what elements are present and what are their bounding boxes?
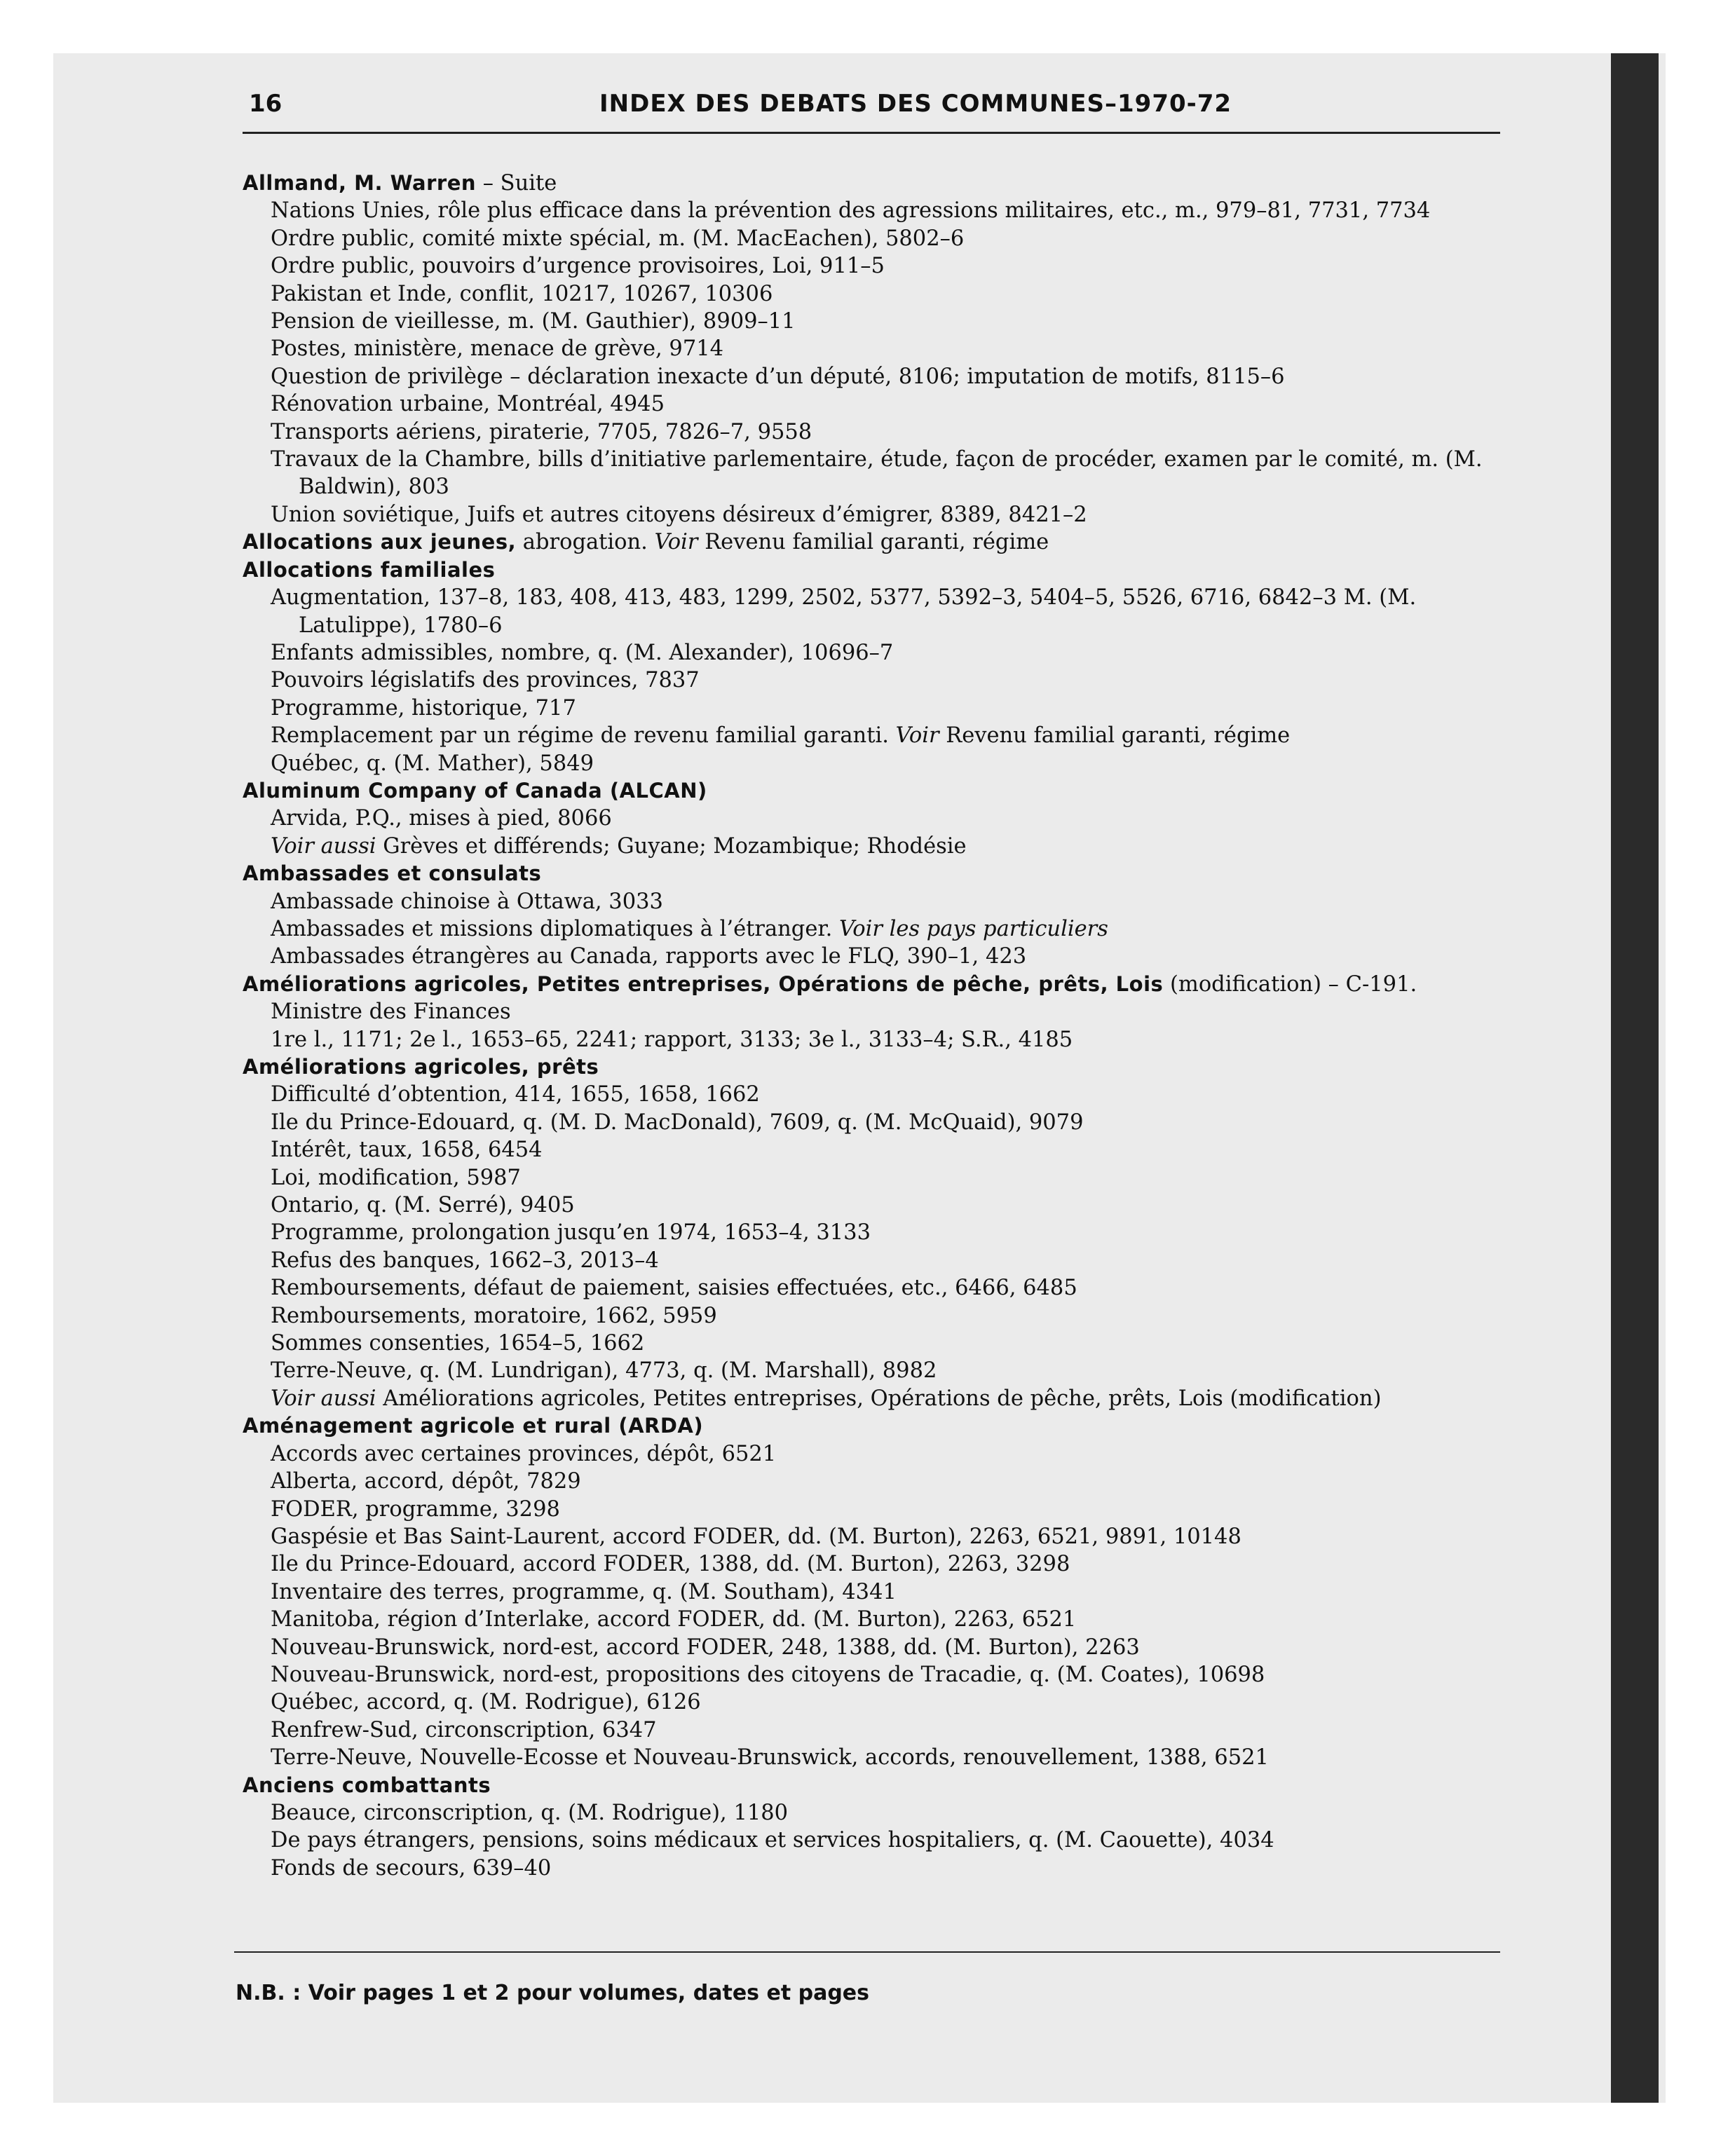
subentry-text: Remplacement par un régime de revenu familial garanti. bbox=[271, 723, 896, 749]
subentry-text: Inventaire des terres, programme, q. (M. Southam), 4341 bbox=[271, 1579, 897, 1604]
page-title: INDEX DES DEBATS DES COMMUNES–1970-72 bbox=[599, 90, 1232, 118]
entry-heading bbox=[243, 528, 1504, 556]
subentry bbox=[243, 1496, 1504, 1523]
subentry bbox=[243, 225, 1504, 252]
subentry bbox=[243, 943, 1504, 970]
subentry-text: Ambassade chinoise à Ottawa, 3033 bbox=[271, 889, 663, 914]
subentry bbox=[243, 1827, 1504, 1854]
subentry bbox=[243, 335, 1504, 362]
subentry bbox=[243, 1081, 1504, 1108]
subentry-text: Question de privilège – déclaration inexacte d’un député, 8106; imputation de motifs, 8115–6 bbox=[271, 364, 1285, 389]
subentry bbox=[243, 308, 1504, 335]
heading-text: Ambassades et consulats bbox=[243, 861, 542, 886]
entry-heading bbox=[243, 777, 1504, 805]
heading-text: Allocations familiales bbox=[243, 557, 496, 582]
subentry bbox=[243, 1192, 1504, 1219]
heading-tail: – Suite bbox=[476, 171, 557, 196]
subentry-text: Ontario, q. (M. Serré), 9405 bbox=[271, 1193, 575, 1218]
subentry bbox=[243, 722, 1504, 749]
subentry-text: Revenu familial garanti, régime bbox=[939, 723, 1291, 749]
subentry-text: Accords avec certaines provinces, dépôt, 6521 bbox=[271, 1441, 777, 1466]
subentry bbox=[243, 833, 1504, 860]
subentry bbox=[243, 446, 1504, 501]
entry-heading bbox=[243, 1053, 1504, 1081]
heading-text: Allmand, M. Warren bbox=[243, 171, 477, 195]
subentry-text: Pouvoirs législatifs des provinces, 7837 bbox=[271, 668, 700, 693]
subentry-text: Rénovation urbaine, Montréal, 4945 bbox=[271, 392, 665, 417]
subentry bbox=[243, 1688, 1504, 1716]
subentry bbox=[243, 639, 1504, 667]
subentry bbox=[243, 390, 1504, 418]
subentry-text: Terre-Neuve, q. (M. Lundrigan), 4773, q. (M. Marshall), 8982 bbox=[271, 1358, 937, 1384]
subentry bbox=[243, 750, 1504, 777]
entry-heading bbox=[243, 170, 1504, 197]
subentry bbox=[243, 998, 1504, 1025]
subentry bbox=[243, 1799, 1504, 1827]
subentry-text: Loi, modification, 5987 bbox=[271, 1165, 521, 1190]
index-entry bbox=[243, 1772, 1504, 1883]
subentry-text: Ambassades et missions diplomatiques à l’étranger. bbox=[271, 916, 839, 941]
index-entry bbox=[243, 971, 1504, 1053]
subentry bbox=[243, 1744, 1504, 1771]
subentry-text: Renfrew-Sud, circonscription, 6347 bbox=[271, 1717, 657, 1742]
subentry-text: Pension de vieillesse, m. (M. Gauthier), 8909–11 bbox=[271, 309, 796, 334]
subentry-text: Améliorations agricoles, Petites entreprises, Opérations de pêche, prêts, Lois (modification) bbox=[376, 1386, 1382, 1411]
index-entry bbox=[243, 860, 1504, 971]
subentry bbox=[243, 1385, 1504, 1412]
subentry bbox=[243, 197, 1504, 224]
subentry-text: Nouveau-Brunswick, nord-est, propositions des citoyens de Tracadie, q. (M. Coates), 10698 bbox=[271, 1662, 1265, 1687]
heading-text: Aluminum Company of Canada (ALCAN) bbox=[243, 778, 707, 803]
voir-reference: Voir aussi bbox=[271, 1386, 376, 1411]
subentry bbox=[243, 1164, 1504, 1192]
subentry bbox=[243, 695, 1504, 722]
subentry-text: Alberta, accord, dépôt, 7829 bbox=[271, 1469, 581, 1494]
subentry-text: Ordre public, pouvoirs d’urgence provisoires, Loi, 911–5 bbox=[271, 254, 885, 279]
subentry bbox=[243, 584, 1504, 639]
page-number: 16 bbox=[249, 90, 283, 118]
voir-reference: Voir bbox=[654, 530, 698, 555]
subentry-text: Postes, ministère, menace de grève, 9714 bbox=[271, 336, 724, 362]
subentry-text: Ministre des Finances bbox=[271, 999, 511, 1025]
subentry-text: Terre-Neuve, Nouvelle-Ecosse et Nouveau-Brunswick, accords, renouvellement, 1388, 6521 bbox=[271, 1745, 1269, 1770]
subentry-text: Ambassades étrangères au Canada, rapports avec le FLQ, 390–1, 423 bbox=[271, 944, 1027, 969]
index-entry bbox=[243, 528, 1504, 556]
index-entries bbox=[243, 170, 1504, 1882]
heading-text: Anciens combattants bbox=[243, 1773, 491, 1797]
subentry bbox=[243, 1357, 1504, 1384]
voir-reference: Voir les pays particuliers bbox=[839, 916, 1108, 941]
subentry-text: Manitoba, région d’Interlake, accord FODER, dd. (M. Burton), 2263, 6521 bbox=[271, 1607, 1077, 1632]
subentry-text: Remboursements, défaut de paiement, saisies effectuées, etc., 6466, 6485 bbox=[271, 1276, 1077, 1301]
entry-heading bbox=[243, 1772, 1504, 1799]
subentry-text: Augmentation, 137–8, 183, 408, 413, 483, 1299, 2502, 5377, 5392–3, 5404–5, 5526, 6716, 6842–3 M. (M. Latulippe), 1780–6 bbox=[271, 585, 1417, 638]
subentry-text: Nouveau-Brunswick, nord-est, accord FODER, 248, 1388, dd. (M. Burton), 2263 bbox=[271, 1635, 1140, 1660]
subentry-text: De pays étrangers, pensions, soins médicaux et services hospitaliers, q. (M. Caouette), 4034 bbox=[271, 1828, 1274, 1853]
subentry bbox=[243, 280, 1504, 308]
subentry-text: Nations Unies, rôle plus efficace dans la prévention des agressions militaires, etc., m., 979–81, 7731, 7734 bbox=[271, 198, 1431, 224]
index-entry bbox=[243, 777, 1504, 860]
subentry bbox=[243, 1578, 1504, 1606]
subentry bbox=[243, 1440, 1504, 1468]
subentry bbox=[243, 1274, 1504, 1302]
entry-heading bbox=[243, 1412, 1504, 1440]
subentry-text: Québec, q. (M. Mather), 5849 bbox=[271, 751, 594, 776]
subentry-text: Québec, accord, q. (M. Rodrigue), 6126 bbox=[271, 1690, 701, 1715]
subentry-text: 1re l., 1171; 2e l., 1653–65, 2241; rapport, 3133; 3e l., 3133–4; S.R., 4185 bbox=[271, 1027, 1073, 1052]
subentry-text: Grèves et différends; Guyane; Mozambique; Rhodésie bbox=[376, 833, 967, 859]
heading-tail: (modification) – C-191. bbox=[1163, 971, 1417, 997]
voir-reference: Voir aussi bbox=[271, 833, 376, 859]
subentry bbox=[243, 418, 1504, 446]
voir-reference: Voir bbox=[895, 723, 939, 749]
heading-text: Allocations aux jeunes, bbox=[243, 530, 517, 554]
subentry-text: Enfants admissibles, nombre, q. (M. Alexander), 10696–7 bbox=[271, 640, 894, 665]
footer-rule bbox=[234, 1951, 1500, 1953]
footer-note: N.B. : Voir pages 1 et 2 pour volumes, dates et pages bbox=[236, 1981, 869, 2005]
subentry-text: Beauce, circonscription, q. (M. Rodrigue), 1180 bbox=[271, 1800, 789, 1825]
heading-tail: Revenu familial garanti, régime bbox=[698, 530, 1049, 555]
index-entry bbox=[243, 170, 1504, 528]
subentry-text: Travaux de la Chambre, bills d’initiative parlementaire, étude, façon de procéder, examen par le comité, m. (M. Baldwin), 803 bbox=[271, 447, 1483, 500]
binding-edge bbox=[1611, 53, 1659, 2103]
subentry-text: Gaspésie et Bas Saint-Laurent, accord FODER, dd. (M. Burton), 2263, 6521, 9891, 10148 bbox=[271, 1524, 1241, 1549]
heading-text: Améliorations agricoles, Petites entreprises, Opérations de pêche, prêts, Lois bbox=[243, 971, 1164, 996]
heading-text: Améliorations agricoles, prêts bbox=[243, 1055, 599, 1079]
subentry bbox=[243, 805, 1504, 832]
subentry bbox=[243, 888, 1504, 915]
subentry-text: Fonds de secours, 639–40 bbox=[271, 1855, 552, 1881]
subentry-text: Union soviétique, Juifs et autres citoyens désireux d’émigrer, 8389, 8421–2 bbox=[271, 502, 1087, 527]
subentry-text: Ile du Prince-Edouard, q. (M. D. MacDonald), 7609, q. (M. McQuaid), 9079 bbox=[271, 1110, 1084, 1135]
page-header bbox=[249, 90, 1497, 125]
subentry bbox=[243, 1026, 1504, 1053]
subentry bbox=[243, 1330, 1504, 1357]
subentry bbox=[243, 1468, 1504, 1495]
subentry bbox=[243, 1855, 1504, 1882]
subentry-text: Programme, historique, 717 bbox=[271, 695, 576, 721]
entry-heading bbox=[243, 971, 1504, 998]
subentry bbox=[243, 1302, 1504, 1330]
subentry bbox=[243, 1717, 1504, 1744]
subentry bbox=[243, 1523, 1504, 1550]
subentry-text: Difficulté d’obtention, 414, 1655, 1658, 1662 bbox=[271, 1082, 760, 1107]
subentry-text: Sommes consenties, 1654–5, 1662 bbox=[271, 1331, 645, 1356]
index-entry bbox=[243, 557, 1504, 777]
subentry-text: Pakistan et Inde, conflit, 10217, 10267, 10306 bbox=[271, 281, 773, 306]
subentry bbox=[243, 363, 1504, 390]
subentry-text: Intérêt, taux, 1658, 6454 bbox=[271, 1138, 543, 1163]
subentry bbox=[243, 501, 1504, 528]
heading-tail: abrogation. bbox=[516, 530, 655, 555]
subentry bbox=[243, 667, 1504, 694]
subentry-text: Refus des banques, 1662–3, 2013–4 bbox=[271, 1248, 659, 1273]
subentry bbox=[243, 1219, 1504, 1246]
subentry bbox=[243, 1661, 1504, 1688]
subentry-text: Transports aériens, piraterie, 7705, 7826–7, 9558 bbox=[271, 419, 812, 444]
heading-text: Aménagement agricole et rural (ARDA) bbox=[243, 1414, 704, 1438]
header-rule bbox=[243, 132, 1500, 134]
subentry bbox=[243, 252, 1504, 280]
entry-heading bbox=[243, 860, 1504, 887]
subentry bbox=[243, 1109, 1504, 1136]
subentry bbox=[243, 1606, 1504, 1633]
entry-heading bbox=[243, 557, 1504, 584]
subentry-text: Programme, prolongation jusqu’en 1974, 1653–4, 3133 bbox=[271, 1220, 871, 1246]
subentry bbox=[243, 1550, 1504, 1578]
index-entry bbox=[243, 1412, 1504, 1771]
subentry-text: Ile du Prince-Edouard, accord FODER, 1388, dd. (M. Burton), 2263, 3298 bbox=[271, 1552, 1070, 1577]
subentry-text: Ordre public, comité mixte spécial, m. (M. MacEachen), 5802–6 bbox=[271, 226, 965, 251]
subentry bbox=[243, 1634, 1504, 1661]
subentry bbox=[243, 1247, 1504, 1274]
subentry-text: Arvida, P.Q., mises à pied, 8066 bbox=[271, 806, 612, 831]
subentry bbox=[243, 1136, 1504, 1164]
subentry-text: Remboursements, moratoire, 1662, 5959 bbox=[271, 1303, 717, 1328]
subentry bbox=[243, 915, 1504, 943]
subentry-text: FODER, programme, 3298 bbox=[271, 1496, 560, 1522]
index-entry bbox=[243, 1053, 1504, 1412]
